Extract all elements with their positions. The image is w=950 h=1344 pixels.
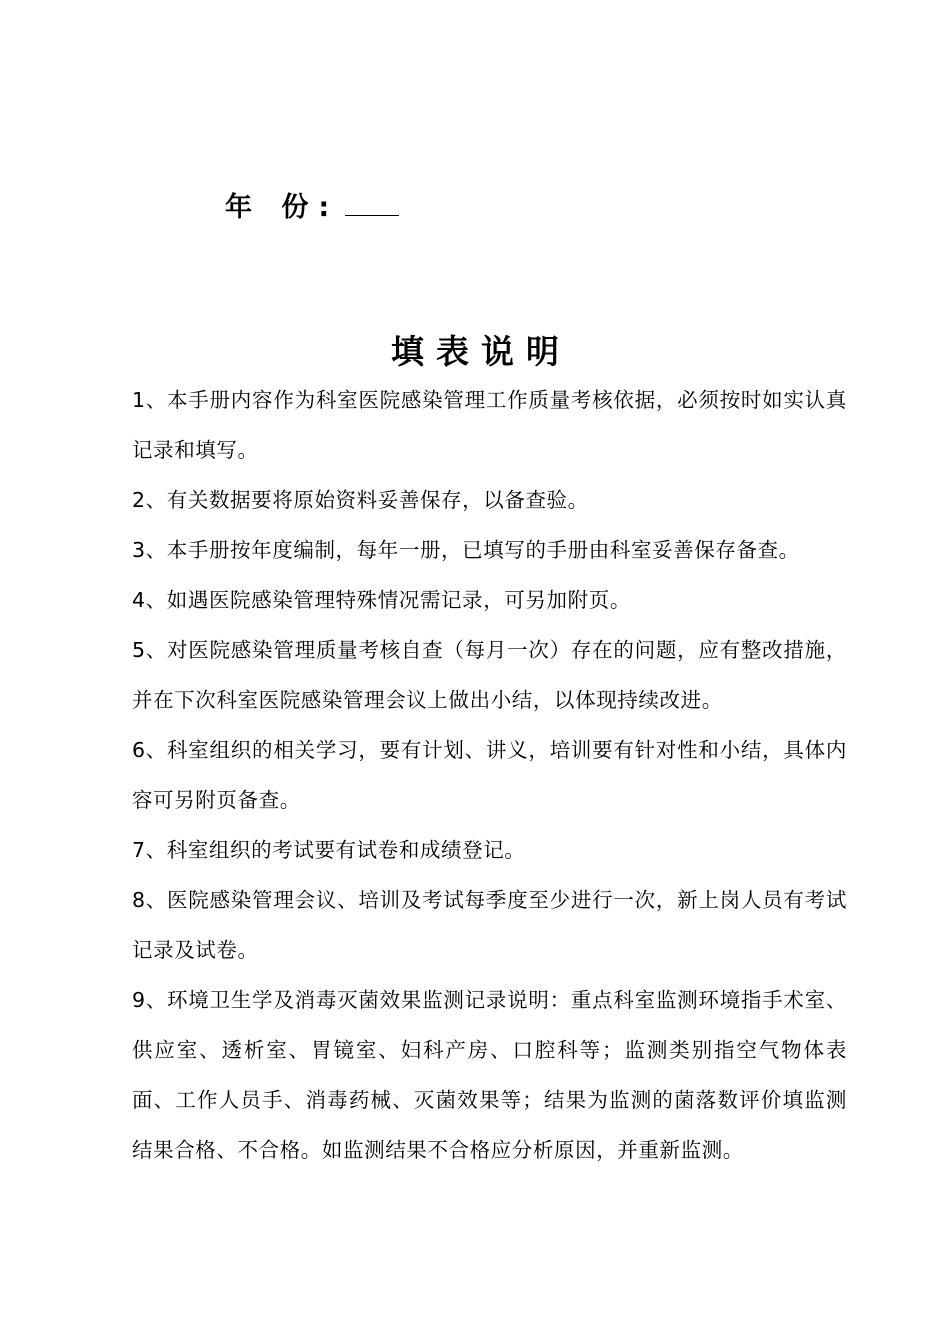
instruction-item-7: 7、科室组织的考试要有试卷和成绩登记。 [132,838,526,862]
instruction-item-8: 8、医院感染管理会议、培训及考试每季度至少进行一次，新上岗人员有考试记录及试卷。 [132,888,847,962]
instruction-item-3: 3、本手册按年度编制，每年一册，已填写的手册由科室妥善保存备查。 [132,538,800,562]
year-field [225,180,399,224]
instruction-item-9: 9、环境卫生学及消毒灭菌效果监测记录说明：重点科室监测环境指手术室、供应室、透析室、胃镜室、妇科产房、口腔科等；监测类别指空气物体表面、工作人员手、消毒药械、灭菌效果等；结果为监测的菌落数评价填监测结果合格、不合格。如监测结果不合格应分析原因，并重新监测。 [132,988,847,1162]
instructions-list [132,375,847,1175]
instruction-item-2: 2、有关数据要将原始资料妥善保存，以备查验。 [132,488,589,512]
instruction-item-5: 5、对医院感染管理质量考核自查（每月一次）存在的问题，应有整改措施，并在下次科室医院感染管理会议上做出小结，以体现持续改进。 [132,638,847,712]
year-label: 年 份: [225,192,340,223]
page-title: 填表说明 [391,332,571,371]
instruction-item-6: 6、科室组织的相关学习，要有计划、讲义，培训要有针对性和小结，具体内容可另附页备查。 [132,738,847,812]
year-blank-line[interactable] [345,185,399,216]
instruction-item-1: 1、本手册内容作为科室医院感染管理工作质量考核依据，必须按时如实认真记录和填写。 [132,388,847,462]
instruction-item-4: 4、如遇医院感染管理特殊情况需记录，可另加附页。 [132,588,631,612]
